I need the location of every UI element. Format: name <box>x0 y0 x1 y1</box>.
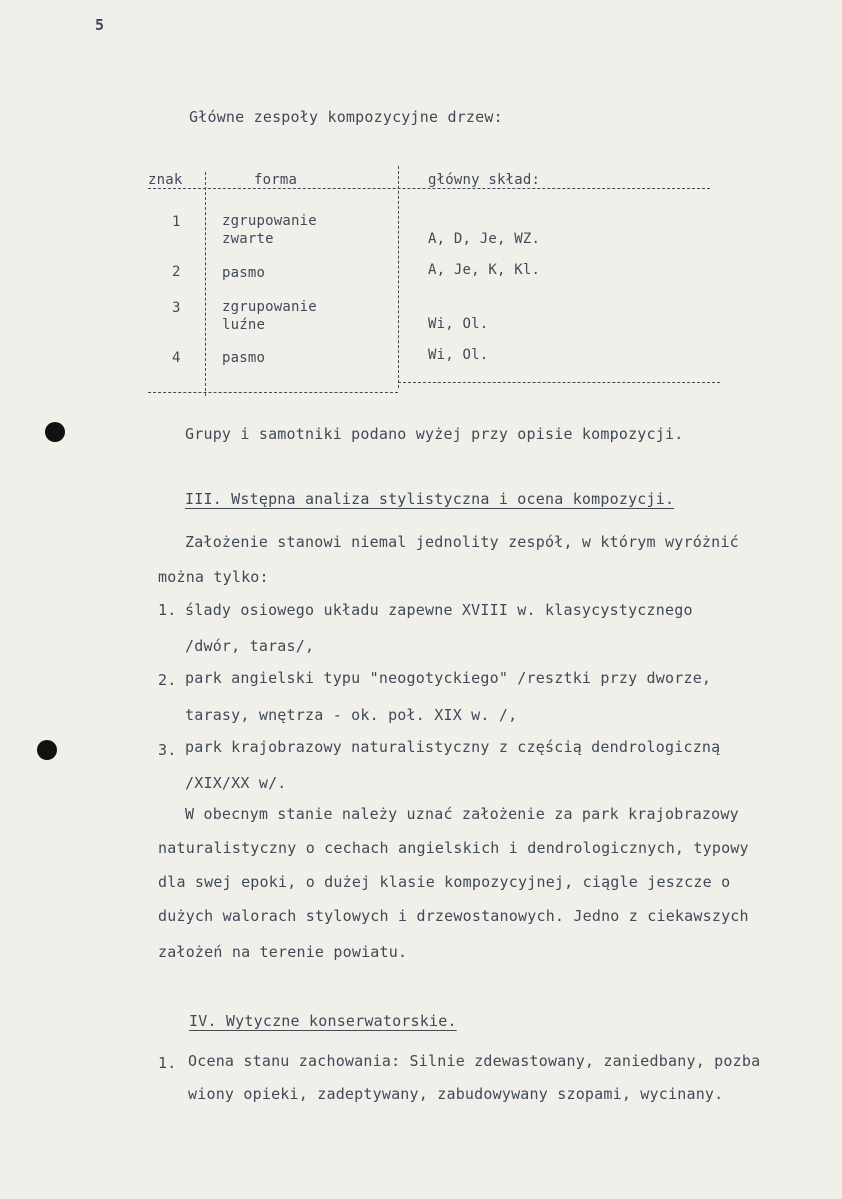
list-number: 2. <box>158 671 177 689</box>
list-number: 1. <box>158 1054 177 1072</box>
table-header-form: forma <box>254 172 298 188</box>
section-4-title: IV. Wytyczne konserwatorskie. <box>189 1012 457 1030</box>
row-form: pasmo <box>222 265 266 281</box>
row-composition: A, D, Je, WZ. <box>428 231 541 247</box>
binder-hole <box>45 422 65 442</box>
row-form: pasmo <box>222 350 266 366</box>
section-3-intro: można tylko: <box>158 568 269 586</box>
list-number: 1. <box>158 601 177 619</box>
row-form: zwarte <box>222 231 274 247</box>
row-form: zgrupowanie <box>222 213 317 229</box>
row-form: zgrupowanie <box>222 299 317 315</box>
summary-text: dużych walorach stylowych i drzewostanowych. Jedno z ciekawszych <box>158 907 749 925</box>
section-3-title: III. Wstępna analiza stylistyczna i ocena kompozycji. <box>185 490 675 508</box>
summary-text: W obecnym stanie należy uznać założenie za park krajobrazowy <box>185 805 739 823</box>
summary-text: naturalistyczny o cechach angielskich i dendrologicznych, typowy <box>158 839 749 857</box>
summary-text: założeń na terenie powiatu. <box>158 943 408 961</box>
list-number: 3. <box>158 741 177 759</box>
list-item-text: park angielski typu "neogotyckiego" /resztki przy dworze, <box>185 669 712 687</box>
row-composition: Wi, Ol. <box>428 316 489 332</box>
groups-note: Grupy i samotniki podano wyżej przy opisie kompozycji. <box>185 425 684 443</box>
bottom-rule <box>398 382 720 383</box>
row-composition: A, Je, K, Kl. <box>428 262 541 278</box>
header-rule <box>148 188 710 189</box>
section-3-intro: Założenie stanowi niemal jednolity zespół, w którym wyróżnić <box>185 533 739 551</box>
row-mark: 3 <box>172 300 181 316</box>
column-divider <box>205 172 206 396</box>
row-mark: 1 <box>172 214 181 230</box>
list-item-text: Ocena stanu zachowania: Silnie zdewastowany, zaniedbany, pozba <box>188 1052 761 1070</box>
row-form: luźne <box>222 317 266 333</box>
list-item-text: tarasy, wnętrza - ok. poł. XIX w. /, <box>185 706 518 724</box>
list-item-text: wiony opieki, zadeptywany, zabudowywany szopami, wycinany. <box>188 1085 724 1103</box>
row-mark: 4 <box>172 350 181 366</box>
summary-text: dla swej epoki, o dużej klasie kompozycyjnej, ciągle jeszcze o <box>158 873 731 891</box>
list-item-text: park krajobrazowy naturalistyczny z częścią dendrologiczną <box>185 738 721 756</box>
page-number: 5 <box>95 16 105 34</box>
table-header-mark: znak <box>148 172 183 188</box>
row-mark: 2 <box>172 264 181 280</box>
column-divider <box>398 166 399 388</box>
table-header-composition: główny skład: <box>428 172 541 188</box>
list-item-text: /XIX/XX w/. <box>185 774 287 792</box>
list-item-text: /dwór, taras/, <box>185 637 315 655</box>
row-composition: Wi, Ol. <box>428 347 489 363</box>
binder-hole <box>37 740 57 760</box>
bottom-rule <box>148 392 398 393</box>
list-item-text: ślady osiowego układu zapewne XVIII w. klasycystycznego <box>185 601 693 619</box>
composition-heading: Główne zespoły kompozycyjne drzew: <box>189 108 503 126</box>
